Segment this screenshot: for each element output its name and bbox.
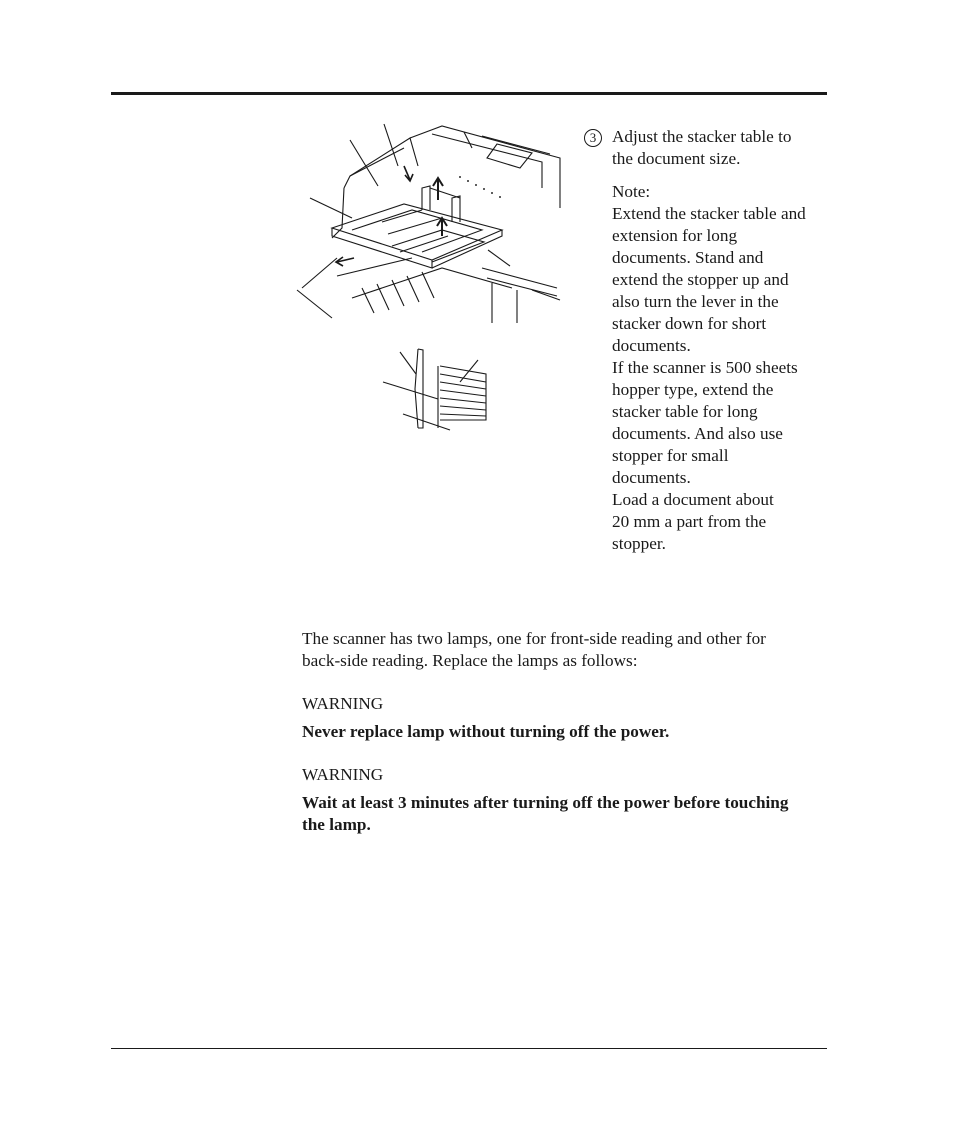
header-rule	[111, 92, 827, 95]
note-line: also turn the lever in the	[612, 292, 779, 311]
step-number-badge: 3	[584, 129, 602, 147]
note-title: Note:	[612, 182, 651, 201]
note-line: stacker down for short	[612, 314, 767, 333]
note-line: stopper for small	[612, 446, 729, 465]
note-line: Extend the stacker table and	[612, 204, 806, 223]
warning-label: WARNING	[302, 765, 384, 784]
stacker-illustration	[292, 118, 567, 328]
note-line: If the scanner is 500 sheets	[612, 358, 798, 377]
lamp-intro-paragraph: The scanner has two lamps, one for front-side reading and other for back-side reading. Replace the lamps as follows:	[302, 629, 766, 670]
note-line: stacker table for long	[612, 402, 758, 421]
footer-rule	[111, 1048, 827, 1049]
note-block	[612, 181, 834, 555]
warning-text: Wait at least 3 minutes after turning off the power before touching the lamp.	[302, 793, 789, 834]
note-line: extension for long	[612, 226, 738, 245]
note-line: hopper type, extend the	[612, 380, 774, 399]
step-instruction: Adjust the stacker table to the document size.	[612, 127, 792, 168]
step-3	[584, 126, 834, 555]
note-line: 20 mm a part from the	[612, 512, 767, 531]
note-line: documents.	[612, 336, 691, 355]
stopper-detail-illustration	[378, 344, 493, 434]
warning-label: WARNING	[302, 694, 384, 713]
note-line: documents. Stand and	[612, 248, 764, 267]
note-line: extend the stopper up and	[612, 270, 789, 289]
note-line: Load a document about	[612, 490, 774, 509]
note-line: documents.	[612, 468, 691, 487]
note-line: stopper.	[612, 534, 666, 553]
note-line: documents. And also use	[612, 424, 783, 443]
warning-text: Never replace lamp without turning off the power.	[302, 722, 670, 741]
